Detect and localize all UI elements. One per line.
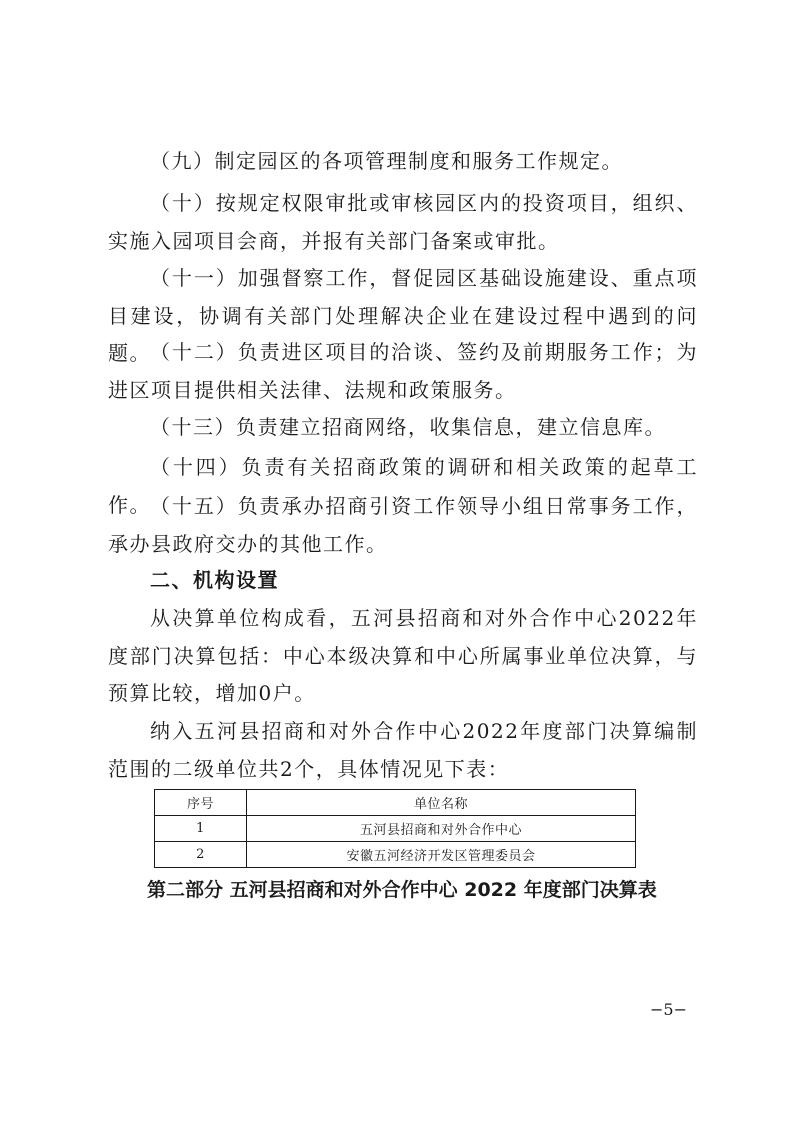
paragraph-item-14: （十四）负责有关招商政策的调研和相关政策的起草工作。 — [108, 455, 698, 517]
table-cell-number: 2 — [155, 842, 247, 868]
table-cell-unit-name: 五河县招商和对外合作中心 — [247, 816, 636, 842]
paragraph-item-13: （十三）负责建立招商网络，收集信息，建立信息库。 — [150, 415, 666, 439]
table-cell-number: 1 — [155, 816, 247, 842]
paragraph-item-10: （十）按规定权限审批或审核园区内的投资项目，组织、实施入园项目会商，并报有关部门备案或审批。 — [108, 191, 698, 253]
units-table — [154, 789, 636, 868]
table-cell-unit-name: 安徽五河经济开发区管理委员会 — [247, 842, 636, 868]
page-number: −5− — [650, 1000, 687, 1019]
part-title: 第二部分 五河县招商和对外合作中心 2022 年度部门决算表 — [147, 879, 657, 901]
paragraph-item-15: （十五）负责承办招商引资工作领导小组日常事务工作，承办县政府交办的其他工作。 — [108, 494, 698, 556]
scope-paragraph: 纳入五河县招商和对外合作中心2022年度部门决算编制范围的二级单位共2个，具体情况见下表： — [108, 719, 698, 781]
table-row — [155, 816, 636, 842]
paragraph-item-9: （九）制定园区的各项管理制度和服务工作规定。 — [150, 149, 623, 173]
paragraph-item-11: （十一）加强督察工作，督促园区基础设施建设、重点项目建设，协调有关部门处理解决企业在建设过程中遇到的问题。 — [108, 266, 698, 365]
table-row — [155, 842, 636, 868]
structure-paragraph: 从决算单位构成看，五河县招商和对外合作中心2022年度部门决算包括：中心本级决算和中心所属事业单位决算，与预算比较，增加0户。 — [108, 606, 698, 705]
paragraph-item-12: （十二）负责进区项目的洽谈、签约及前期服务工作；为进区项目提供相关法律、法规和政策服务。 — [108, 340, 698, 402]
table-header-row — [155, 790, 636, 816]
column-header-unit-name: 单位名称 — [247, 790, 636, 816]
section-heading: 二、机构设置 — [150, 568, 279, 592]
column-header-number: 序号 — [155, 790, 247, 816]
